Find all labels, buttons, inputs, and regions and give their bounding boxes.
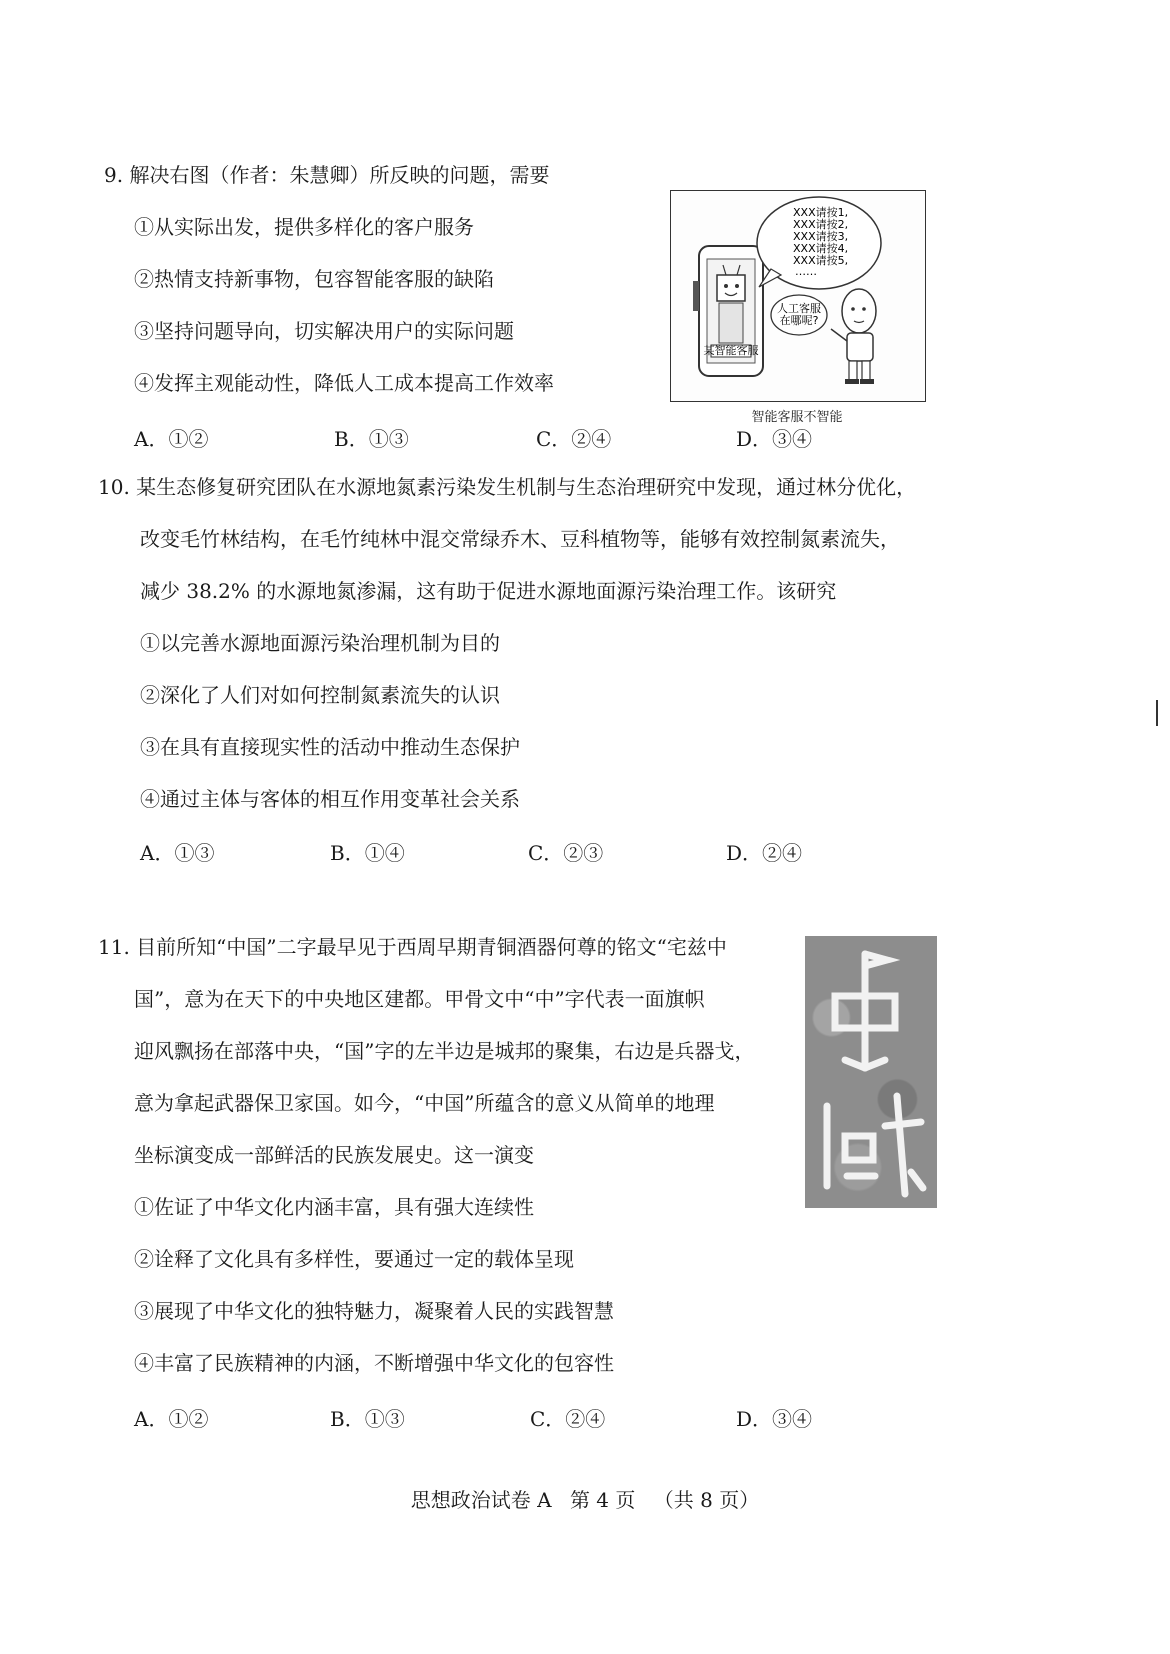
- q11-stem-line-3: 迎风飘扬在部落中央，“国”字的左半边是城邦的聚集，右边是兵器戈，: [134, 1039, 755, 1063]
- q11-number: 11.: [98, 935, 130, 959]
- q9-statement-3: ③坚持问题导向，切实解决用户的实际问题: [134, 319, 514, 343]
- q11-stem-line-2: 国”，意为在天下的中央地区建都。甲骨文中“中”字代表一面旗帜: [134, 987, 705, 1011]
- bubble-line-4: XXX请按4,: [793, 242, 849, 255]
- footer-page: 第 4 页: [569, 1488, 636, 1512]
- man-bubble-line-1: 人工客服: [777, 302, 821, 315]
- q10-stem-line-3: 减少 38.2% 的水源地氮渗漏，这有助于促进水源地面源污染治理工作。该研究: [140, 579, 837, 603]
- q11-stem-line-5: 坐标演变成一部鲜活的民族发展史。这一演变: [134, 1143, 534, 1167]
- q10-option-a: A．①③: [140, 841, 215, 865]
- footer-subject: 思想政治试卷 A: [410, 1488, 552, 1512]
- q11-option-d: D．③④: [736, 1407, 813, 1431]
- bubble-line-2: XXX请按2,: [793, 218, 849, 231]
- margin-mark: [1156, 700, 1158, 726]
- q9-stem: 解决右图（作者：朱慧卿）所反映的问题，需要: [129, 163, 550, 187]
- q9-statement-4: ④发挥主观能动性，降低人工成本提高工作效率: [134, 371, 554, 395]
- page-footer: [0, 1484, 1170, 1513]
- q11-option-c: C．②④: [530, 1407, 606, 1431]
- q10-option-b: B．①④: [330, 841, 405, 865]
- q10-statement-1: ①以完善水源地面源污染治理机制为目的: [140, 631, 500, 655]
- inscription-glyphs: [805, 936, 937, 1208]
- q11-stem-line-1: [98, 934, 727, 960]
- bronze-inscription-image: [805, 936, 937, 1208]
- q10-statement-4: ④通过主体与客体的相互作用变革社会关系: [140, 787, 520, 811]
- q10-stem-line-2: 改变毛竹林结构，在毛竹纯林中混交常绿乔木、豆科植物等，能够有效控制氮素流失，: [140, 527, 900, 551]
- bubble-line-6: ……: [795, 265, 817, 278]
- q10-stem-1: 某生态修复研究团队在水源地氮素污染发生机制与生态治理研究中发现，通过林分优化，: [136, 475, 917, 499]
- q10-option-d: D．②④: [726, 841, 803, 865]
- cartoon-caption: 智能客服不智能: [751, 410, 843, 425]
- man-bubble-line-2: 在哪呢?: [779, 314, 819, 327]
- q9-option-c: C．②④: [536, 427, 612, 451]
- q11-stem-1: 目前所知“中国”二字最早见于西周早期青铜酒器何尊的铭文“宅兹中: [136, 935, 727, 959]
- q11-option-b: B．①③: [330, 1407, 405, 1431]
- cartoon-illustration: [670, 190, 926, 402]
- q11-statement-1: ①佐证了中华文化内涵丰富，具有强大连续性: [134, 1195, 534, 1219]
- q11-statement-2: ②诠释了文化具有多样性，要通过一定的载体呈现: [134, 1247, 574, 1271]
- q11-statement-3: ③展现了中华文化的独特魅力，凝聚着人民的实践智慧: [134, 1299, 614, 1323]
- bubble-line-1: XXX请按1,: [793, 206, 849, 219]
- q10-stem-line-1: [98, 474, 916, 500]
- q10-number: 10.: [98, 475, 130, 499]
- q11-stem-line-4: 意为拿起武器保卫家国。如今，“中国”所蕴含的意义从简单的地理: [134, 1091, 715, 1115]
- q10-statement-2: ②深化了人们对如何控制氮素流失的认识: [140, 683, 500, 707]
- q10-option-c: C．②③: [528, 841, 604, 865]
- phone-label: 某智能客服: [703, 344, 759, 357]
- q9-stem-line: [104, 162, 549, 188]
- bubble-line-3: XXX请按3,: [793, 230, 849, 243]
- footer-total: （共 8 页）: [653, 1488, 760, 1512]
- q9-statement-2: ②热情支持新事物，包容智能客服的缺陷: [134, 267, 494, 291]
- cartoon-drawing: [671, 191, 925, 401]
- q9-option-a: A．①②: [134, 427, 209, 451]
- q9-statement-1: ①从实际出发，提供多样化的客户服务: [134, 215, 474, 239]
- q11-statement-4: ④丰富了民族精神的内涵，不断增强中华文化的包容性: [134, 1351, 614, 1375]
- q11-option-a: A．①②: [134, 1407, 209, 1431]
- q9-number: 9.: [104, 163, 124, 187]
- q9-option-b: B．①③: [334, 427, 409, 451]
- bubble-line-5: XXX请按5,: [793, 254, 849, 267]
- q10-statement-3: ③在具有直接现实性的活动中推动生态保护: [140, 735, 520, 759]
- q9-option-d: D．③④: [736, 427, 813, 451]
